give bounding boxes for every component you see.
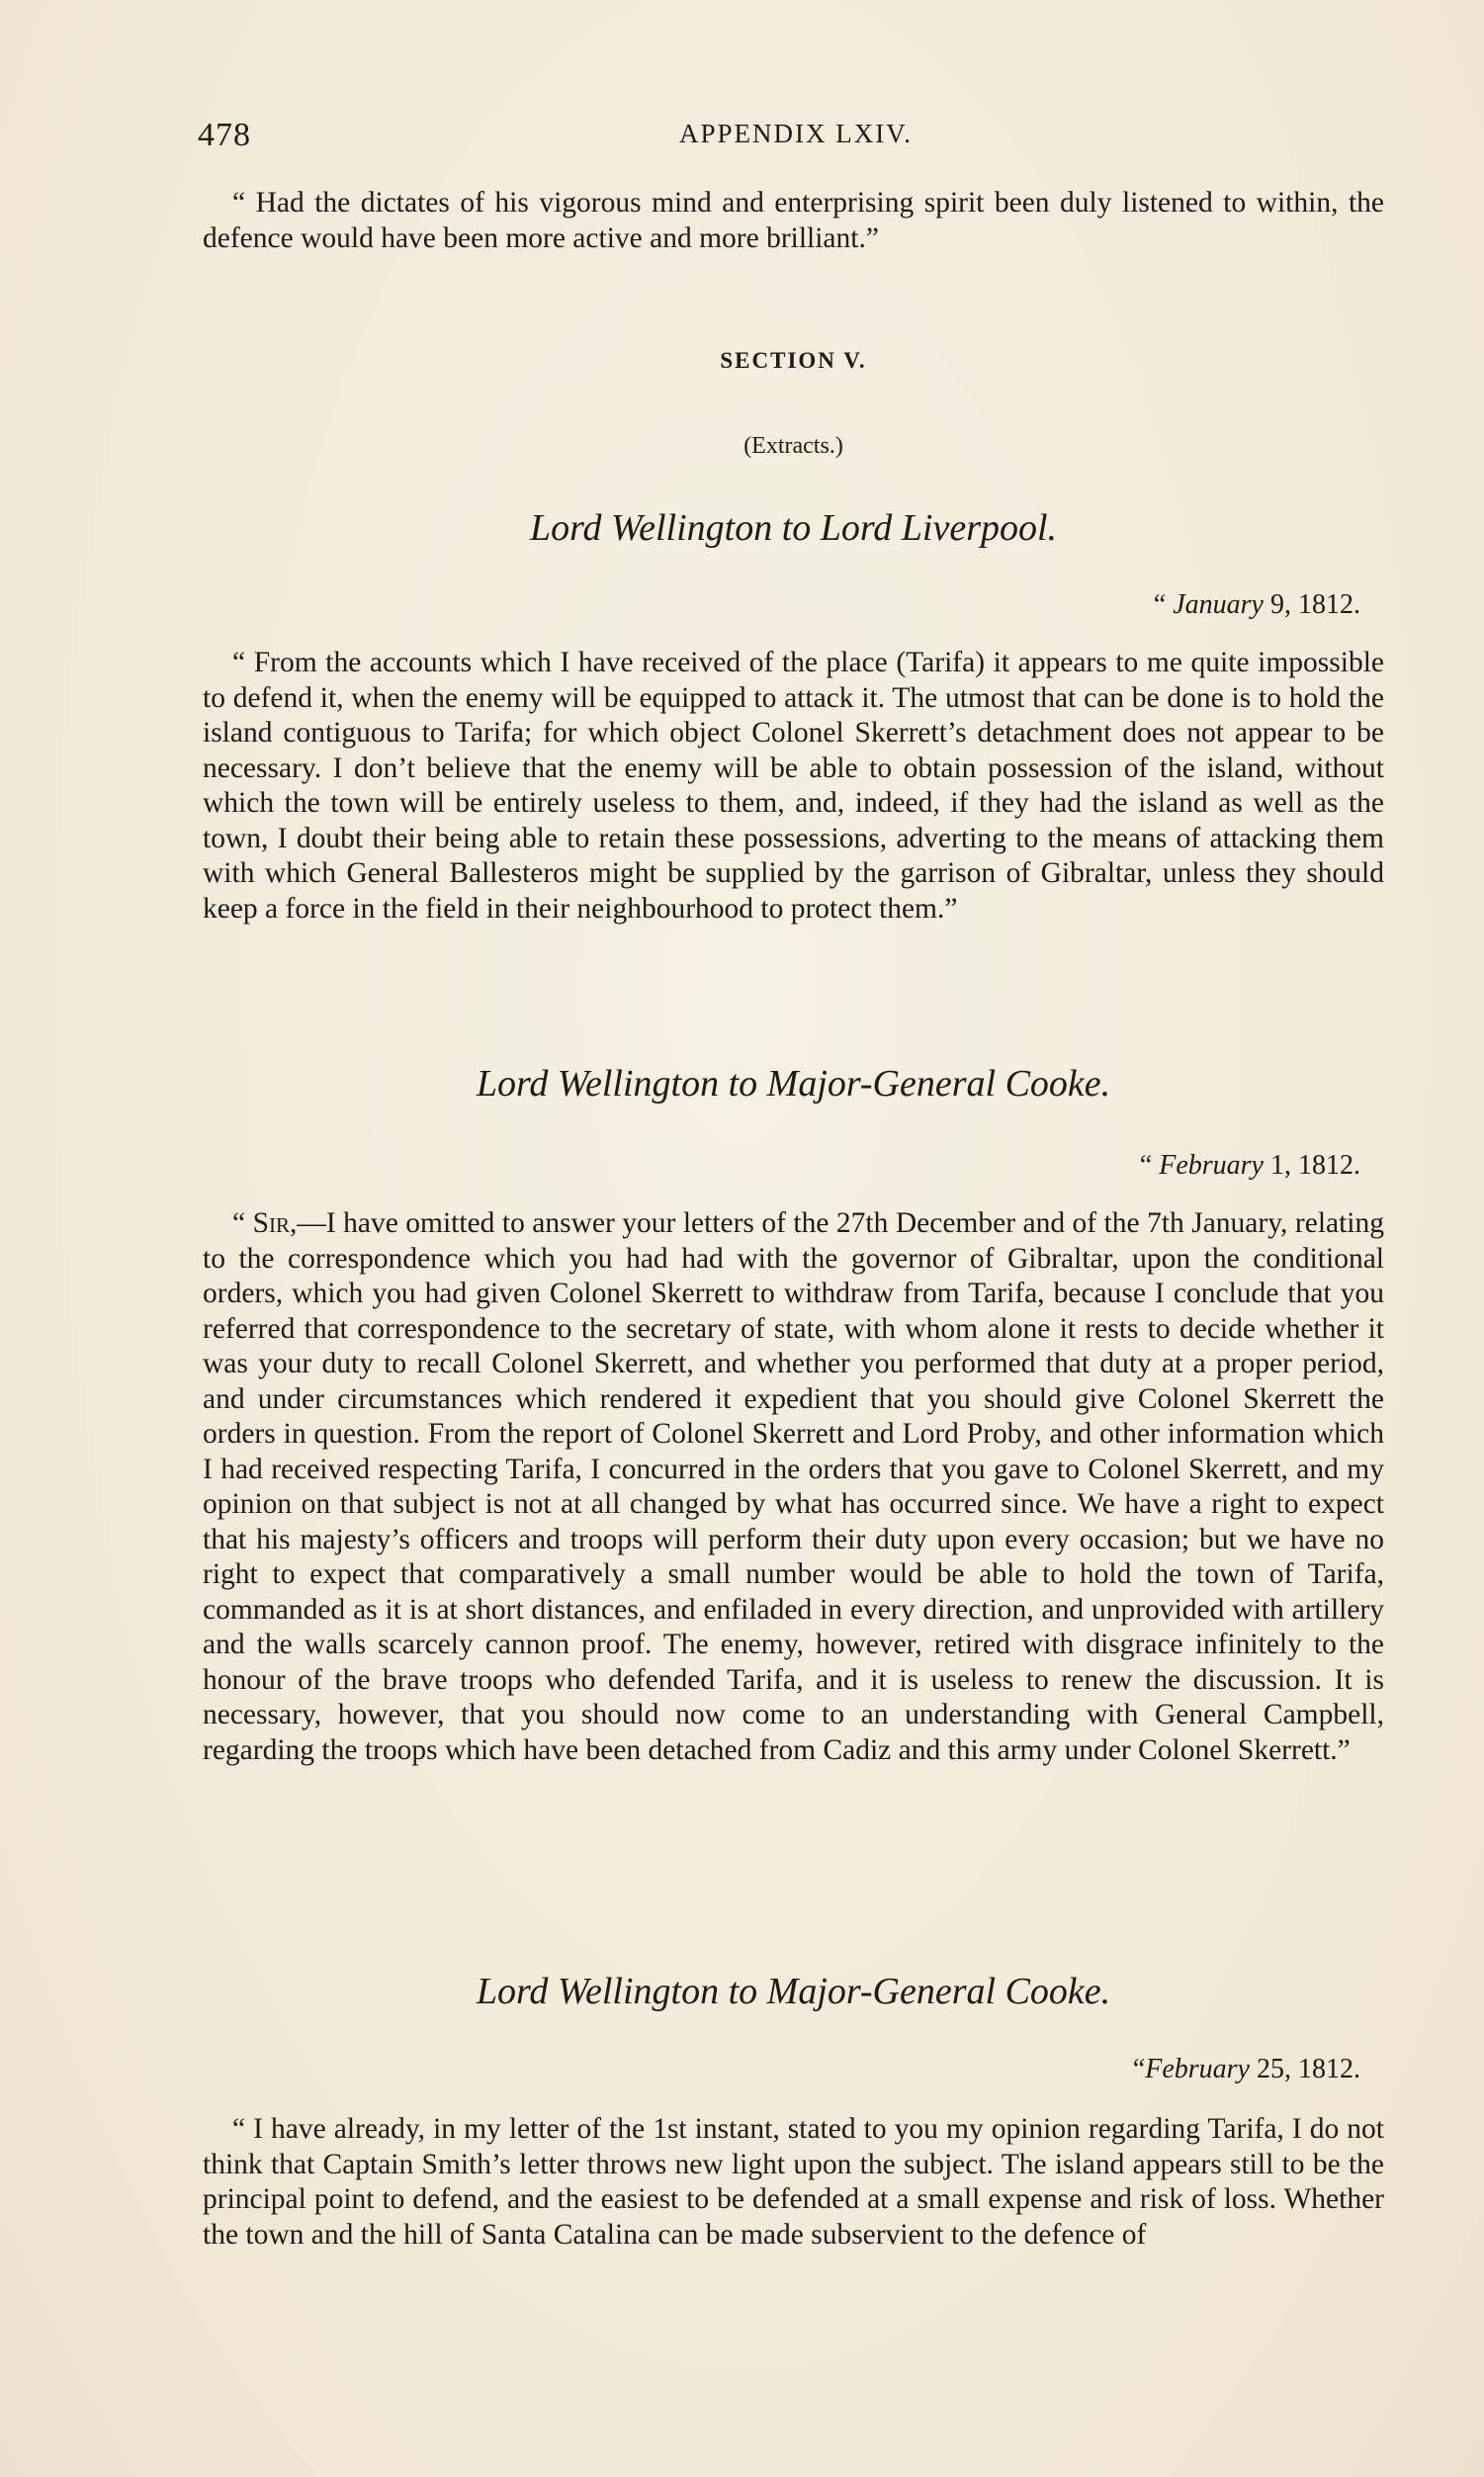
opening-quote: “ Had the dictates of his vigorous mind and enterprising spirit been duly listened to within, the defence would have been more active and more brilliant.”	[203, 187, 1384, 254]
letter-heading-2: Lord Wellington to Major-General Cooke.	[476, 1063, 1111, 1105]
letter-body-2	[203, 1206, 1384, 1768]
opening-quote-block	[203, 186, 1384, 256]
date-open-quote: “	[1153, 589, 1174, 620]
salutation: Sir,	[252, 1207, 298, 1239]
date-rest: 9, 1812.	[1264, 589, 1360, 620]
letter-date-3	[1133, 2054, 1360, 2085]
letter-body-block-1	[203, 646, 1384, 927]
date-open-quote: “	[1132, 2054, 1146, 2084]
date-rest: 25, 1812.	[1250, 2054, 1360, 2084]
date-rest: 1, 1812.	[1264, 1150, 1360, 1181]
running-head: APPENDIX LXIV.	[678, 119, 913, 148]
letter-body-2-text: —I have omitted to answer your letters of the 27th December and of the 7th January, relating to the correspondence which you had had with the governor of Gibraltar, upon the conditional orders, which you had given Colonel Skerrett to withdraw from Tarifa, because I conclude that you referred that correspondence to the secretary of state, with whom alone it rests to decide whether it was your duty to recall Colonel Skerrett, and whether you performed that duty at a proper period, and under circumstances which rendered it expedient that you should give Colonel Skerrett the orders in question. From the report of Colonel Skerrett and Lord Proby, and other information which I had received respecting Tarifa, I concurred in the orders that you gave to Colonel Skerrett, and my opinion on that subject is not at all changed by what has occurred since. We have a right to expect that his majesty’s officers and troops will perform their duty upon every occasion; but we have no right to expect that comparatively a small number would be able to hold the town of Tarifa, commanded as it is at short distances, and enfiladed in every direction, and unprovided with artillery and the walls scarcely cannon proof. The enemy, however, retired with disgrace infinitely to the honour of the brave troops who defended Tarifa, and it is useless to renew the discussion. It is necessary, however, that you should now come to an understanding with General Campbell, regarding the troops which have been detached from Cadiz and this army under Colonel Skerrett.”	[203, 1207, 1384, 1766]
letter-body-1: “ From the accounts which I have received of the place (Tarifa) it appears to me quite impossible to defend it, when the enemy will be equipped to attack it. The utmost that can be done is to hold the island contiguous to Tarifa; for which object Colonel Skerrett’s detachment does not appear to be necessary. I don’t believe that the enemy will be able to obtain possession of the island, without which the town will be entirely useless to them, and, indeed, if they had the island as well as the town, I doubt their being able to retain these possessions, adverting to the means of attacking them with which General Ballesteros might be supplied by the garrison of Gibraltar, unless they should keep a force in the field in their neighbourhood to protect them.”	[203, 647, 1384, 925]
letter-body-block-3	[203, 2112, 1384, 2253]
section-title: SECTION V.	[720, 348, 867, 373]
page-number: 478	[198, 117, 251, 153]
section-note: (Extracts.)	[743, 433, 843, 459]
letter-heading-3: Lord Wellington to Major-General Cooke.	[476, 1971, 1111, 2012]
letter-date-1	[1154, 589, 1360, 621]
letter-heading-1: Lord Wellington to Lord Liverpool.	[529, 507, 1058, 549]
date-open-quote: “	[1139, 1150, 1160, 1181]
date-month: January	[1173, 589, 1264, 620]
page-header	[198, 117, 1394, 166]
letter-body-3: “ I have already, in my letter of the 1st instant, stated to you my opinion regarding Tarifa, I do not think that Captain Smith’s letter throws new light upon the subject. The island appears still to be the principal point to defend, and the easiest to be defended at a small expense and risk of loss. Whether the town and the hill of Santa Catalina can be made subservient to the defence of	[203, 2113, 1384, 2251]
body-open-quote: “	[232, 1207, 253, 1239]
date-month: February	[1145, 2054, 1250, 2084]
date-month: February	[1159, 1150, 1264, 1181]
letter-date-2	[1140, 1150, 1360, 1182]
letter-body-block-2	[203, 1206, 1384, 1768]
